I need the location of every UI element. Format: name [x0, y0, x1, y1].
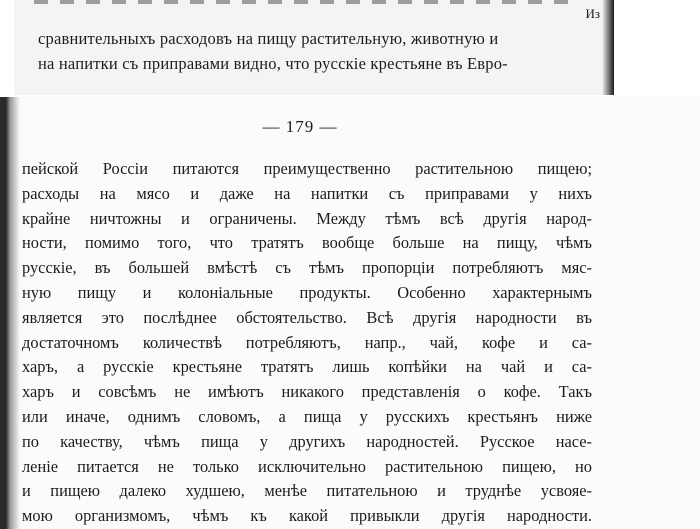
- page-number: — 179 —: [262, 117, 338, 136]
- text-line: расходы на мясо и даже на напитки съ приправами у нихъ: [22, 183, 592, 203]
- text-line: мою организмомъ, чѣмъ къ какой привыкли другія народности.: [22, 506, 592, 526]
- text-line: по качеству, чѣмъ пища у другихъ народностей. Русское насе-: [22, 431, 592, 451]
- text-line: ности, помимо того, что тратятъ вообще больше на пищу, чѣмъ: [22, 233, 592, 253]
- scan-edge-shadow: [602, 0, 614, 95]
- text-line: или иначе, однимъ словомъ, а пища у русскихъ крестьянъ ниже: [22, 406, 592, 426]
- torn-edge: [34, 0, 574, 4]
- book-page: [0, 97, 700, 529]
- text-line: крайне ничтожны и ограничены. Между тѣмъ всѣ другія народ-: [22, 208, 592, 228]
- text-line: русскіе, въ большей вмѣстѣ съ тѣмъ пропорціи потребляютъ мяс-: [22, 258, 592, 278]
- text-line: пейской Россіи питаются преимущественно растительною пищею;: [22, 159, 592, 178]
- previous-page-line: сравнительныхъ расходовъ на пищу растительную, животную и: [38, 29, 499, 48]
- text-line: леніе питается не только исключительно растительною пищею, но: [22, 456, 592, 476]
- text-line: ную пищу и колоніальные продукты. Особенно характернымъ: [22, 282, 592, 302]
- text-line: достаточномъ количествѣ потребляютъ, напр., чай, кофе и са-: [22, 332, 592, 352]
- binding-shadow: [0, 97, 20, 529]
- text-line: и пищею далеко худшею, менѣе питательною и труднѣе усвояе-: [22, 481, 592, 501]
- previous-page-fragment: [14, 0, 614, 95]
- text-line: харъ и совсѣмъ не имѣютъ никакого представленія о кофе. Такъ: [22, 382, 592, 402]
- page-body-text: [22, 157, 592, 529]
- text-line: харъ, а русскіе крестьяне тратятъ лишь копѣйки на чай и са-: [22, 357, 592, 377]
- previous-page-line: на напитки съ приправами видно, что русскіе крестьяне въ Евро-: [38, 54, 508, 73]
- text-line: является это послѣднее обстоятельство. Всѣ другія народности въ: [22, 307, 592, 327]
- corner-label: Из: [585, 6, 600, 21]
